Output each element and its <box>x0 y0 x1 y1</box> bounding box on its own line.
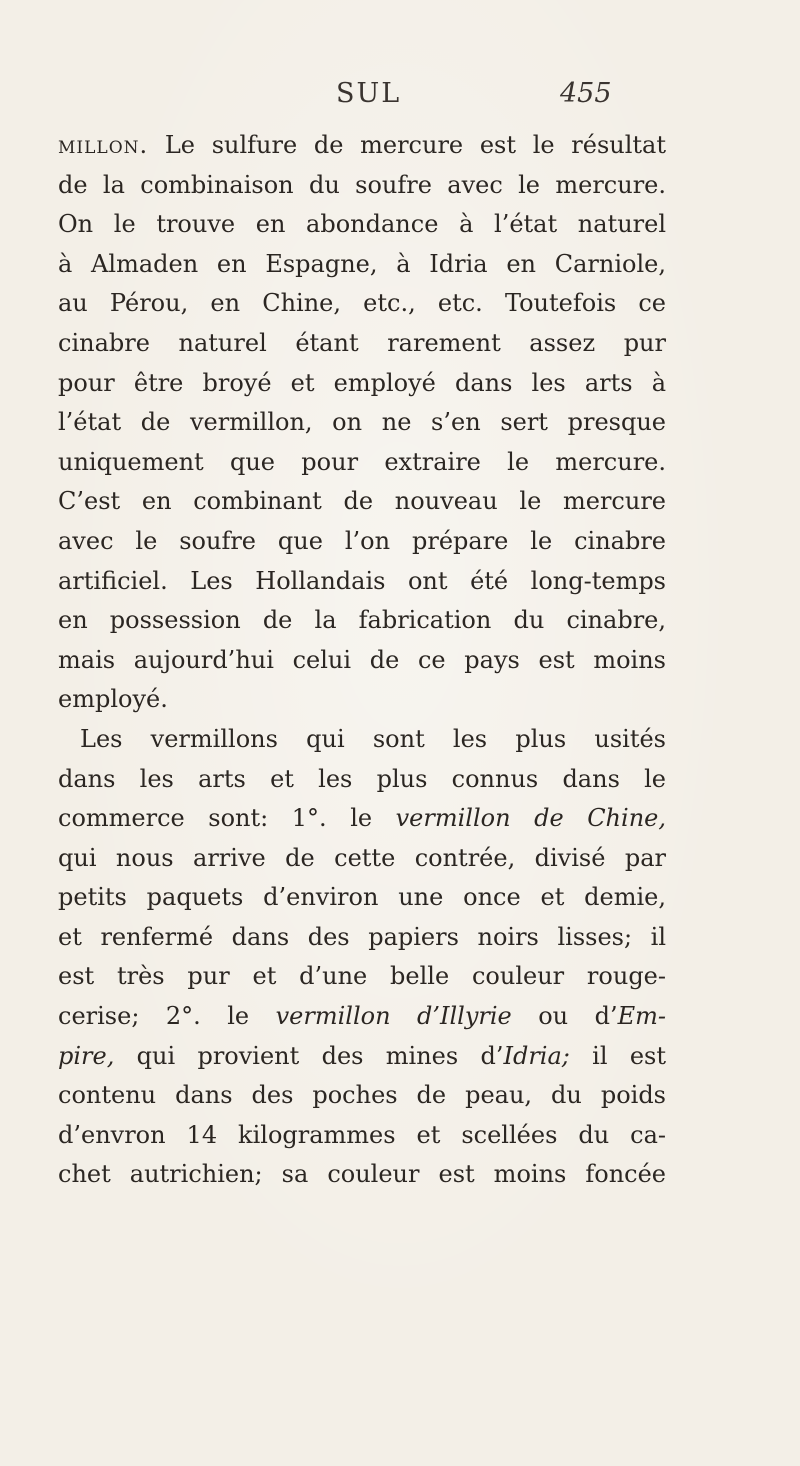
page-header <box>0 78 800 118</box>
text-line: est très pur et d’une belle couleur rouge- <box>58 962 666 991</box>
text-line: uniquement que pour extraire le mercure. <box>58 447 666 476</box>
text-line: en possession de la fabrication du cinabre, <box>58 606 666 635</box>
text-line: à Almaden en Espagne, à Idria en Carniole, <box>58 249 666 278</box>
text-line: au Pérou, en Chine, etc., etc. Toutefois ce <box>58 289 666 318</box>
text-line: Les vermillons qui sont les plus usités <box>80 724 666 753</box>
body-text <box>58 126 666 1195</box>
entry-keyword: millon. <box>58 131 149 159</box>
text-line: pire, qui provient des mines d’Idria; il est <box>58 1041 667 1070</box>
text-line: millon. Le sulfure de mercure est le résultat <box>58 131 666 159</box>
italic-term: Em- <box>617 1002 666 1031</box>
italic-term: vermillon de Chine, <box>395 804 666 833</box>
page-number: 455 <box>560 78 612 109</box>
text-line: cerise; 2°. le vermillon d’Illyrie ou d’Em- <box>58 1002 666 1031</box>
text-line: d’envron 14 kilogrammes et scellées du ca- <box>58 1120 666 1149</box>
text-line: cinabre naturel étant rarement assez pur <box>58 328 666 357</box>
running-head: SUL <box>336 78 402 109</box>
text-line: mais aujourd’hui celui de ce pays est moins <box>58 645 666 674</box>
text-line: On le trouve en abondance à l’état naturel <box>58 210 666 239</box>
text-line: employé. <box>58 685 168 714</box>
text-line: commerce sont: 1°. le vermillon de Chine, <box>58 804 666 833</box>
text-line: dans les arts et les plus connus dans le <box>58 764 666 793</box>
text-line: qui nous arrive de cette contrée, divisé par <box>58 843 666 872</box>
text-line: de la combinaison du soufre avec le mercure. <box>58 170 666 199</box>
italic-term: Idria; <box>503 1041 570 1070</box>
text-line: pour être broyé et employé dans les arts à <box>58 368 666 397</box>
text-line: artificiel. Les Hollandais ont été long-temps <box>58 566 666 595</box>
text-line: C’est en combinant de nouveau le mercure <box>58 487 666 516</box>
text-line: avec le soufre que l’on prépare le cinabre <box>58 526 666 555</box>
text-line: contenu dans des poches de peau, du poids <box>58 1081 666 1110</box>
italic-term: pire, <box>58 1041 115 1070</box>
text-line: l’état de vermillon, on ne s’en sert presque <box>58 408 666 437</box>
text-line: chet autrichien; sa couleur est moins foncée <box>58 1160 666 1189</box>
text-line: petits paquets d’environ une once et demie, <box>58 883 666 912</box>
italic-term: vermillon d’Illyrie <box>275 1002 512 1031</box>
text-line: et renfermé dans des papiers noirs lisses; il <box>58 922 666 951</box>
